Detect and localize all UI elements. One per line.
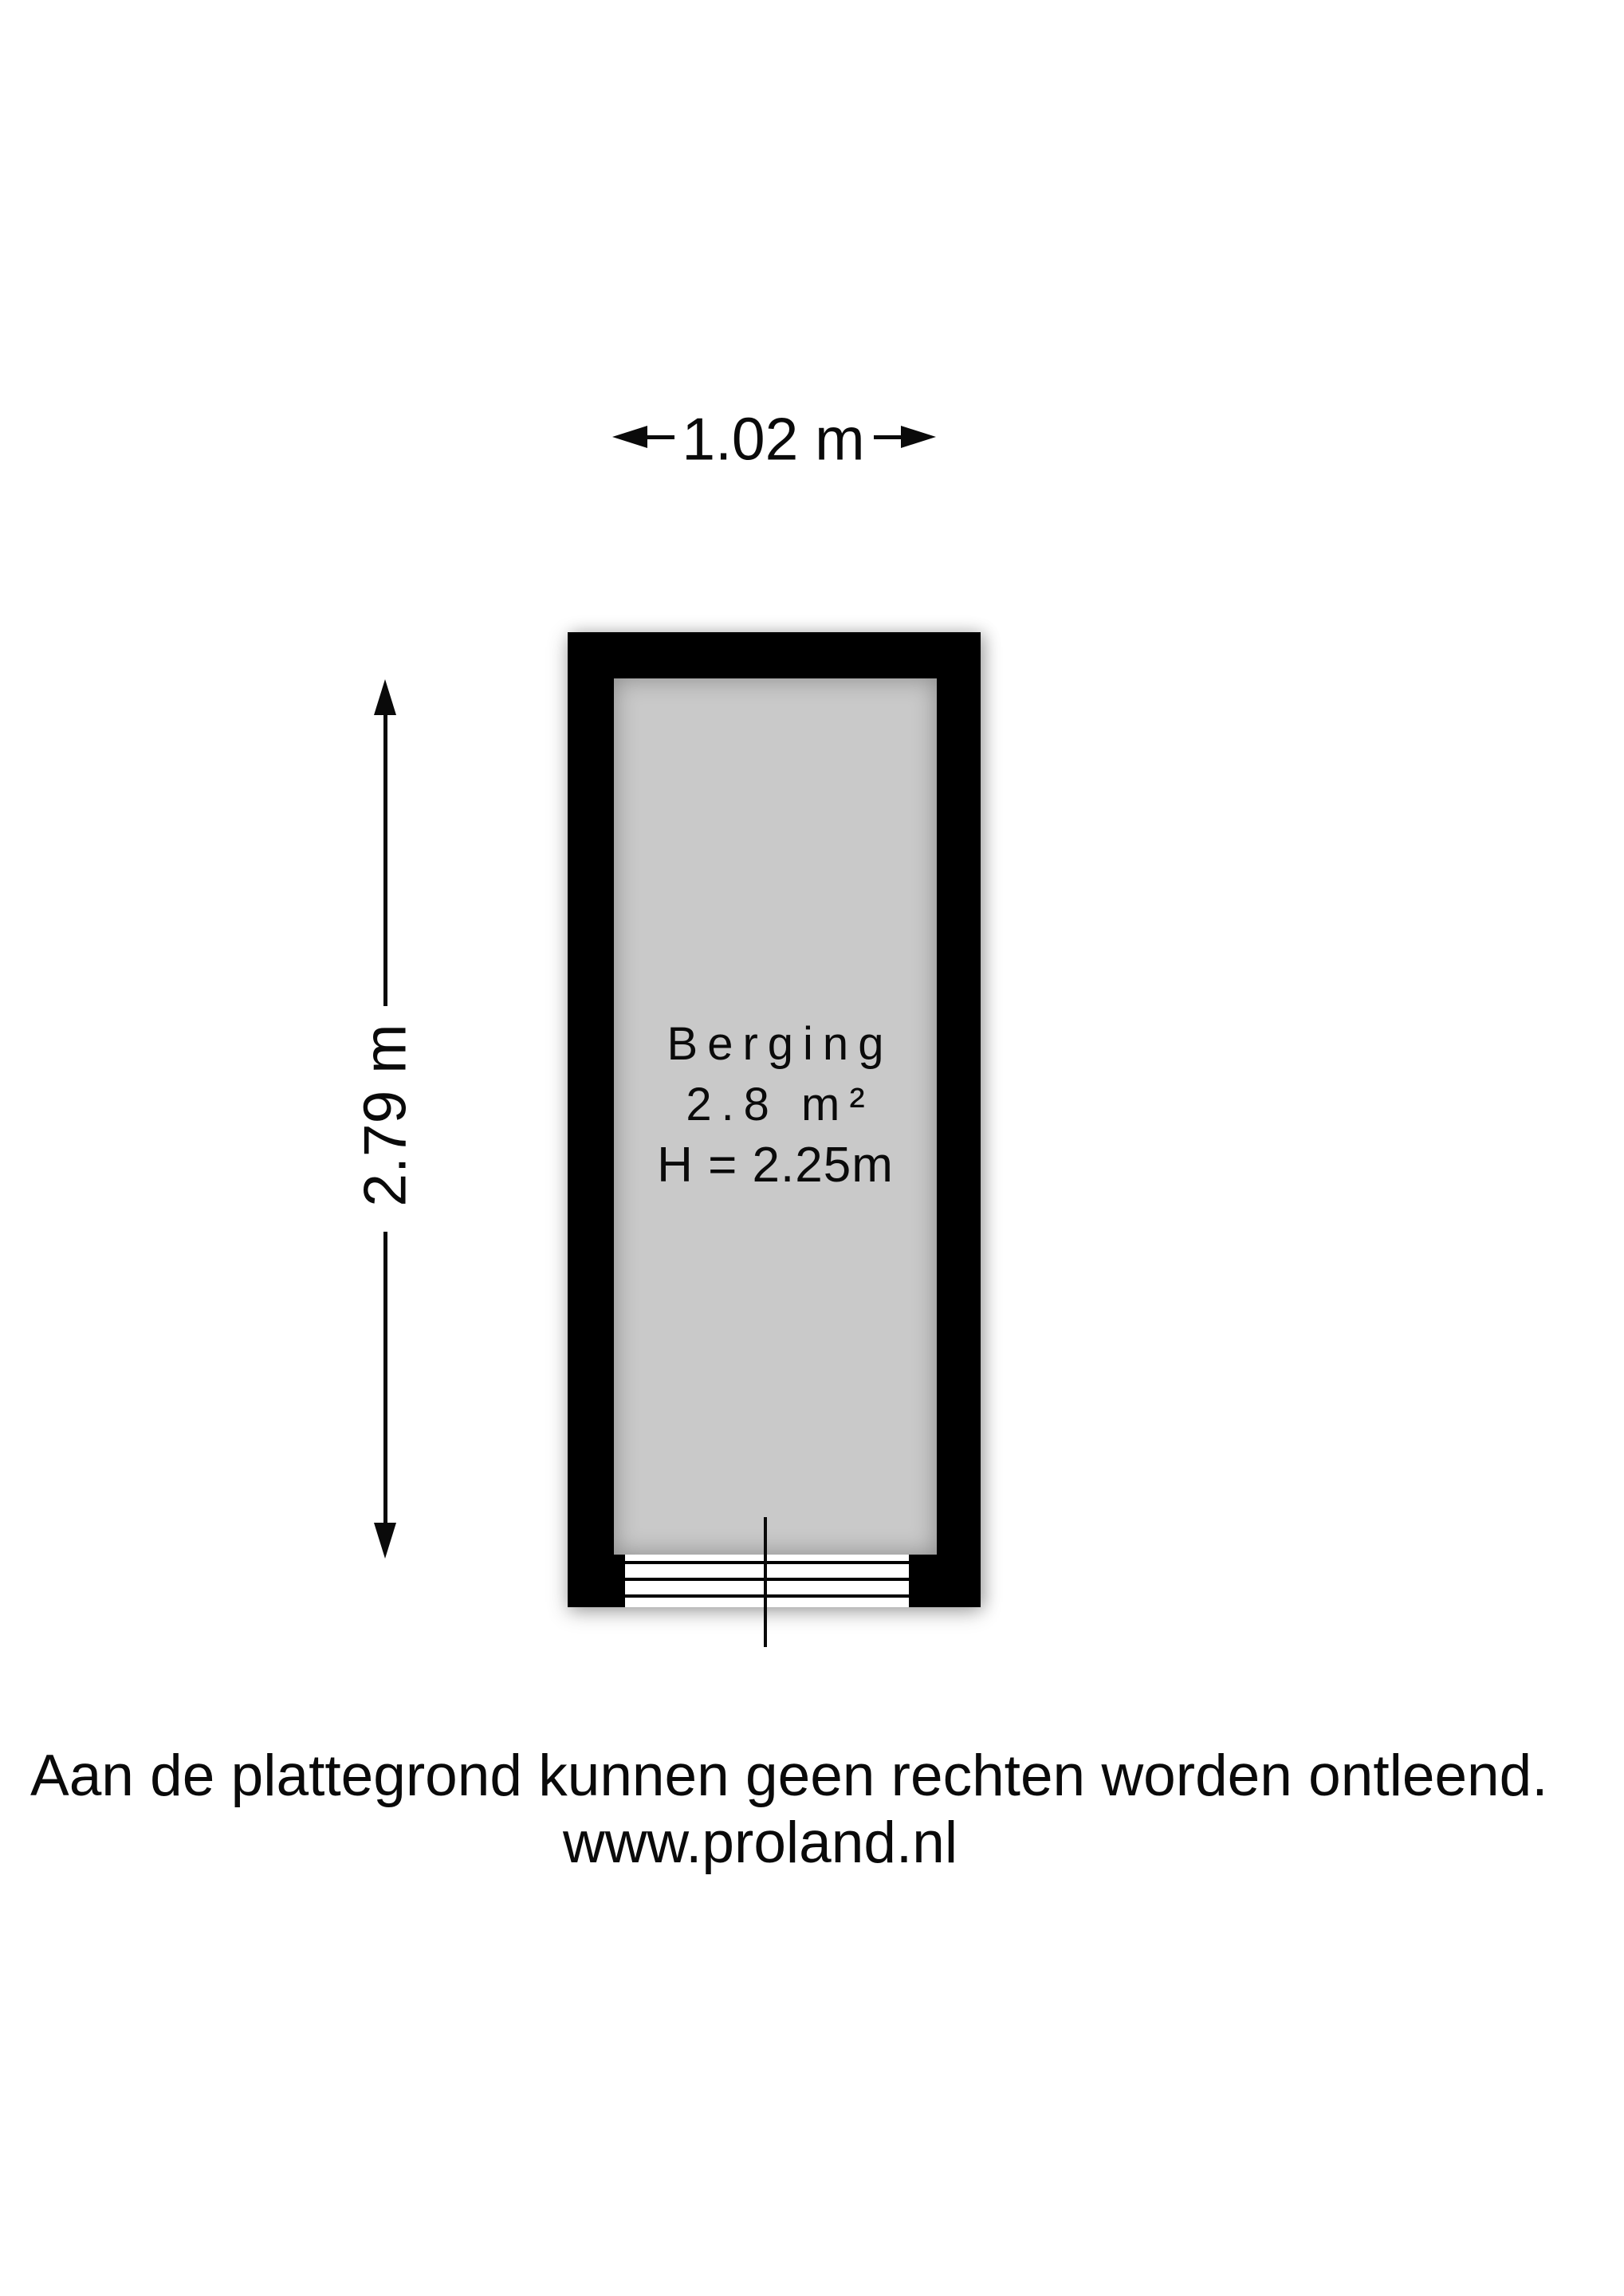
- width-dimension-label: 1.02 m: [682, 405, 865, 473]
- dimension-line: [643, 435, 674, 439]
- room-area: 2.8 m²: [686, 1079, 875, 1130]
- door-center-line: [764, 1517, 767, 1647]
- room-name: Berging: [667, 1018, 894, 1070]
- arrow-right-icon: [901, 426, 936, 448]
- dimension-line: [383, 1232, 387, 1524]
- disclaimer-text: Aan de plattegrond kunnen geen rechten worden ontleend.: [30, 1744, 1548, 1808]
- website-text: www.proland.nl: [563, 1810, 958, 1875]
- dimension-line: [383, 714, 387, 1006]
- door-threshold: [625, 1555, 909, 1607]
- height-dimension-label: 2.79 m: [351, 1024, 419, 1207]
- room-label: [614, 1014, 937, 1196]
- arrow-up-icon: [374, 679, 396, 715]
- room-ceiling-height: H = 2.25m: [657, 1138, 894, 1193]
- arrow-down-icon: [374, 1523, 396, 1559]
